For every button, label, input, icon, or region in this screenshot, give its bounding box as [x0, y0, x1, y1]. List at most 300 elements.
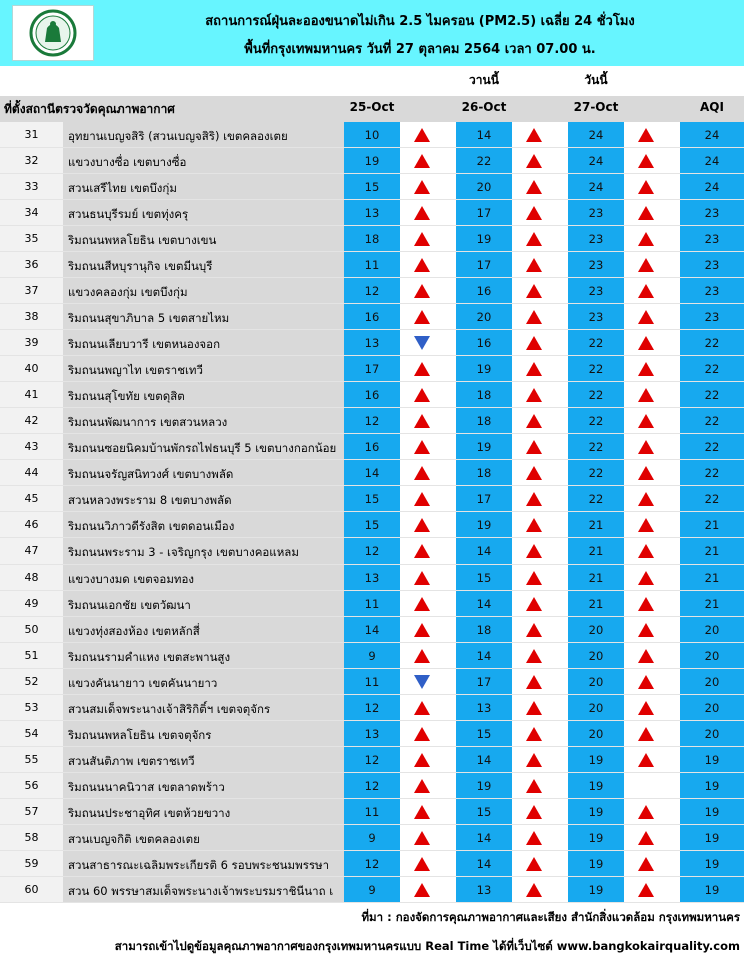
station-name: ริมถนนนาคนิวาส เขตลาดพร้าว — [68, 779, 225, 794]
pm25-value: 19 — [588, 804, 604, 819]
pm25-value: 15 — [476, 570, 492, 585]
row-number: 41 — [24, 388, 39, 402]
aqi-value: 20 — [704, 622, 720, 637]
pm25-value: 17 — [476, 492, 492, 507]
row-number: 55 — [24, 752, 39, 766]
station-name: สวนธนบุรีรมย์ เขตทุ่งครุ — [68, 207, 189, 222]
trend-up-icon — [414, 414, 430, 428]
pm25-value: 13 — [364, 570, 380, 585]
row-divider — [0, 798, 744, 799]
bma-logo — [12, 5, 94, 61]
station-name: ริมถนนพัฒนาการ เขตสวนหลวง — [68, 415, 228, 430]
trend-up-icon — [414, 753, 430, 767]
pm25-value: 21 — [588, 518, 604, 533]
row-divider — [0, 225, 744, 226]
station-name: ริมถนนเลียบวารี เขตหนองจอก — [68, 337, 221, 352]
pm25-value: 14 — [476, 648, 492, 663]
trend-up-icon — [638, 571, 654, 585]
trend-up-icon — [638, 649, 654, 663]
pm25-value: 13 — [364, 206, 380, 221]
aqi-value: 23 — [704, 232, 720, 247]
date3-column-header: 27-Oct — [573, 100, 619, 114]
trend-up-icon — [526, 571, 542, 585]
trend-up-icon — [526, 128, 542, 142]
trend-up-icon — [414, 466, 430, 480]
trend-up-icon — [638, 675, 654, 689]
row-number: 49 — [24, 596, 39, 610]
row-number: 54 — [24, 726, 39, 740]
trend-up-icon — [638, 206, 654, 220]
pm25-value: 19 — [364, 154, 380, 169]
row-divider — [0, 511, 744, 512]
pm25-value: 21 — [588, 570, 604, 585]
pm25-value: 19 — [588, 856, 604, 871]
trend-up-icon — [526, 310, 542, 324]
aqi-value: 20 — [704, 726, 720, 741]
station-name: ริมถนนสีหบุรานุกิจ เขตมีนบุรี — [68, 259, 213, 274]
row-number: 33 — [24, 180, 39, 194]
pm25-value: 22 — [588, 362, 604, 377]
trend-up-icon — [414, 232, 430, 246]
trend-up-icon — [526, 206, 542, 220]
pm25-value: 17 — [476, 258, 492, 273]
pm25-value: 18 — [476, 388, 492, 403]
station-name: แขวงบางซื่อ เขตบางซื่อ — [68, 155, 187, 170]
row-number: 50 — [24, 622, 39, 636]
trend-up-icon — [526, 597, 542, 611]
station-name: สวน 60 พรรษาสมเด็จพระนางเจ้าพระบรมราชินีนาถ เ — [68, 883, 334, 898]
trend-up-icon — [414, 883, 430, 897]
trend-up-icon — [638, 388, 654, 402]
aqi-value: 21 — [704, 518, 720, 533]
pm25-value: 21 — [588, 596, 604, 611]
trend-up-icon — [526, 857, 542, 871]
row-divider — [0, 668, 744, 669]
aqi-value: 23 — [704, 284, 720, 299]
trend-up-icon — [638, 857, 654, 871]
aqi-value: 22 — [704, 440, 720, 455]
trend-up-icon — [638, 518, 654, 532]
station-name: ริมถนนสุโขทัย เขตดุสิต — [68, 389, 185, 404]
station-name: ริมถนนพญาไท เขตราชเทวี — [68, 363, 203, 378]
row-number: 53 — [24, 700, 39, 714]
pm25-value: 16 — [364, 440, 380, 455]
pm25-value: 24 — [588, 180, 604, 195]
pm25-value: 12 — [364, 778, 380, 793]
trend-up-icon — [638, 753, 654, 767]
row-divider — [0, 173, 744, 174]
trend-up-icon — [638, 232, 654, 246]
station-name: แขวงบางมด เขตจอมทอง — [68, 571, 195, 586]
row-number: 37 — [24, 284, 39, 298]
station-name: อุทยานเบญจสิริ (สวนเบญจสิริ) เขตคลองเตย — [68, 129, 288, 143]
row-divider — [0, 407, 744, 408]
trend-up-icon — [638, 440, 654, 454]
table-header — [0, 96, 744, 122]
pm25-value: 10 — [364, 128, 380, 142]
pm25-value: 13 — [364, 336, 380, 351]
row-number: 32 — [24, 154, 39, 168]
row-number: 42 — [24, 414, 39, 428]
trend-up-icon — [526, 831, 542, 845]
trend-up-icon — [526, 649, 542, 663]
station-name: ริมถนนวิภาวดีรังสิต เขตดอนเมือง — [68, 519, 235, 534]
aqi-value: 22 — [704, 336, 720, 351]
row-divider — [0, 537, 744, 538]
pm25-value: 15 — [476, 804, 492, 819]
pm25-value: 12 — [364, 544, 380, 559]
pm25-value: 19 — [588, 882, 604, 897]
row-divider — [0, 433, 744, 434]
trend-up-icon — [526, 675, 542, 689]
row-divider — [0, 902, 744, 903]
aqi-value: 22 — [704, 466, 720, 481]
pm25-value: 19 — [476, 778, 492, 793]
aqi-value: 22 — [704, 414, 720, 429]
pm25-value: 16 — [364, 310, 380, 325]
row-divider — [0, 147, 744, 148]
trend-up-icon — [414, 623, 430, 637]
trend-up-icon — [638, 258, 654, 272]
trend-up-icon — [526, 388, 542, 402]
trend-up-icon — [414, 727, 430, 741]
aqi-value: 19 — [704, 804, 720, 819]
row-divider — [0, 772, 744, 773]
trend-up-icon — [414, 492, 430, 506]
trend-up-icon — [638, 180, 654, 194]
trend-up-icon — [526, 727, 542, 741]
trend-up-icon — [638, 336, 654, 350]
trend-down-icon — [414, 336, 430, 350]
row-number: 38 — [24, 310, 39, 324]
row-divider — [0, 642, 744, 643]
row-divider — [0, 720, 744, 721]
pm25-value: 22 — [588, 440, 604, 455]
pm25-value: 19 — [476, 440, 492, 455]
station-name: ริมถนนประชาอุทิศ เขตห้วยขวาง — [68, 805, 231, 820]
row-number: 45 — [24, 492, 39, 506]
trend-down-icon — [414, 675, 430, 689]
station-name: ริมถนนรามคำแหง เขตสะพานสูง — [68, 649, 231, 664]
aqi-value: 22 — [704, 362, 720, 377]
pm25-value: 14 — [476, 596, 492, 611]
row-divider — [0, 746, 744, 747]
trend-up-icon — [414, 779, 430, 793]
aqi-value: 22 — [704, 492, 720, 507]
trend-up-icon — [414, 362, 430, 376]
aqi-value: 21 — [704, 544, 720, 559]
pm25-value: 16 — [476, 336, 492, 351]
pm25-value: 18 — [364, 232, 380, 247]
pm25-value: 15 — [364, 492, 380, 507]
trend-up-icon — [638, 805, 654, 819]
pm25-value: 20 — [588, 648, 604, 663]
pm25-value: 19 — [476, 362, 492, 377]
trend-up-icon — [526, 805, 542, 819]
aqi-value: 24 — [704, 180, 720, 195]
pm25-value: 19 — [588, 778, 604, 793]
pm25-value: 12 — [364, 856, 380, 871]
pm25-value: 12 — [364, 414, 380, 429]
trend-up-icon — [526, 701, 542, 715]
trend-up-icon — [638, 284, 654, 298]
row-divider — [0, 850, 744, 851]
pm25-value: 23 — [588, 258, 604, 273]
row-number: 56 — [24, 778, 39, 792]
pm25-value: 24 — [588, 154, 604, 169]
trend-up-icon — [638, 883, 654, 897]
trend-up-icon — [526, 440, 542, 454]
row-number: 48 — [24, 570, 39, 584]
station-name: สวนเบญจกิติ เขตคลองเตย — [68, 831, 200, 846]
page-title: สถานการณ์ฝุ่นละอองขนาดไม่เกิน 2.5 ไมครอน (PM2.5) เฉลี่ย 24 ชั่วโมง — [205, 14, 635, 29]
trend-up-icon — [414, 518, 430, 532]
pm25-value: 18 — [476, 466, 492, 481]
row-number: 51 — [24, 648, 39, 662]
station-name: สวนสันติภาพ เขตราชเทวี — [68, 753, 195, 768]
date1-column-header: 25-Oct — [349, 100, 395, 114]
row-divider — [0, 564, 744, 565]
pm25-value: 20 — [588, 700, 604, 715]
pm25-value: 12 — [364, 700, 380, 715]
row-number: 59 — [24, 856, 39, 870]
pm25-value: 18 — [476, 622, 492, 637]
station-name: สวนเสรีไทย เขตบึงกุ่ม — [68, 181, 177, 196]
pm25-value: 16 — [364, 388, 380, 403]
row-number: 44 — [24, 466, 39, 480]
pm25-value: 12 — [364, 284, 380, 299]
trend-up-icon — [638, 701, 654, 715]
trend-up-icon — [414, 544, 430, 558]
aqi-value: 19 — [704, 830, 720, 845]
trend-up-icon — [638, 544, 654, 558]
station-name: ริมถนนซอยนิคมบ้านพักรถไฟธนบุรี 5 เขตบางกอกน้อย — [68, 441, 337, 456]
aqi-value: 19 — [704, 752, 720, 767]
pm25-value: 12 — [364, 752, 380, 767]
row-divider — [0, 199, 744, 200]
station-name: แขวงคลองกุ่ม เขตบึงกุ่ม — [68, 285, 188, 300]
trend-up-icon — [414, 701, 430, 715]
trend-up-icon — [526, 284, 542, 298]
trend-up-icon — [414, 180, 430, 194]
row-divider — [0, 251, 744, 252]
row-divider — [0, 355, 744, 356]
station-name: สวนหลวงพระราม 8 เขตบางพลัด — [68, 493, 232, 508]
pm25-value: 14 — [364, 622, 380, 637]
station-name: แขวงทุ่งสองห้อง เขตหลักสี่ — [68, 623, 200, 638]
pm25-value: 13 — [476, 882, 492, 897]
trend-up-icon — [638, 310, 654, 324]
trend-up-icon — [638, 727, 654, 741]
trend-up-icon — [638, 831, 654, 845]
aqi-value: 19 — [704, 778, 720, 793]
pm25-value: 24 — [588, 128, 604, 142]
page-subtitle: พื้นที่กรุงเทพมหานคร วันที่ 27 ตุลาคม 2564 เวลา 07.00 น. — [244, 42, 596, 57]
aqi-value: 21 — [704, 570, 720, 585]
pm25-value: 15 — [476, 726, 492, 741]
website-note: สามารถเข้าไปดูข้อมูลคุณภาพอากาศของกรุงเทพมหานครแบบ Real Time ได้ที่เว็บไซต์ www.bangkokairquality.com — [114, 939, 740, 953]
row-number: 52 — [24, 674, 39, 688]
pm25-value: 19 — [588, 830, 604, 845]
trend-up-icon — [526, 492, 542, 506]
pm25-value: 15 — [364, 518, 380, 533]
date2-column-header: 26-Oct — [461, 100, 507, 114]
pm25-value: 22 — [588, 414, 604, 429]
source-note: ที่มา : กองจัดการคุณภาพอากาศและเสียง สำนักสิ่งแวดล้อม กรุงเทพมหานคร — [361, 910, 740, 924]
trend-up-icon — [526, 518, 542, 532]
pm25-value: 11 — [364, 804, 380, 819]
station-name: ริมถนนจรัญสนิทวงศ์ เขตบางพลัด — [68, 467, 234, 482]
row-divider — [0, 876, 744, 877]
station-column-header: ที่ตั้งสถานีตรวจวัดคุณภาพอากาศ — [4, 102, 175, 116]
yesterday-label: วานนี้ — [469, 73, 499, 87]
station-name: ริมถนนพหลโยธิน เขตจตุจักร — [68, 727, 212, 742]
row-number: 46 — [24, 518, 39, 532]
trend-up-icon — [414, 805, 430, 819]
pm25-value: 18 — [476, 414, 492, 429]
trend-up-icon — [638, 414, 654, 428]
aqi-column-header: AQI — [700, 100, 724, 114]
row-divider — [0, 303, 744, 304]
pm25-value: 21 — [588, 544, 604, 559]
row-divider — [0, 277, 744, 278]
pm25-value: 22 — [588, 492, 604, 507]
row-number: 57 — [24, 804, 39, 818]
aqi-value: 19 — [704, 882, 720, 897]
pm25-value: 9 — [368, 882, 376, 897]
pm25-value: 19 — [476, 518, 492, 533]
pm25-value: 13 — [364, 726, 380, 741]
trend-up-icon — [414, 571, 430, 585]
trend-up-icon — [638, 597, 654, 611]
pm25-value: 16 — [476, 284, 492, 299]
trend-up-icon — [526, 779, 542, 793]
station-name: สวนสาธารณะเฉลิมพระเกียรติ 6 รอบพระชนมพรรษา — [68, 857, 330, 872]
trend-up-icon — [414, 388, 430, 402]
pm25-value: 20 — [476, 180, 492, 195]
aqi-value: 20 — [704, 700, 720, 715]
trend-up-icon — [414, 284, 430, 298]
station-name: ริมถนนเอกชัย เขตวัฒนา — [68, 597, 191, 612]
aqi-value: 23 — [704, 258, 720, 273]
aqi-value: 22 — [704, 388, 720, 403]
trend-up-icon — [414, 831, 430, 845]
trend-up-icon — [526, 466, 542, 480]
pm25-value: 17 — [476, 206, 492, 221]
trend-up-icon — [526, 753, 542, 767]
page-header — [0, 0, 744, 66]
trend-up-icon — [414, 597, 430, 611]
pm25-value: 17 — [364, 362, 380, 377]
pm25-value: 20 — [588, 622, 604, 637]
row-number: 58 — [24, 830, 39, 844]
pm25-value: 13 — [476, 700, 492, 715]
aqi-value: 24 — [704, 128, 720, 142]
station-name: ริมถนนพหลโยธิน เขตบางเขน — [68, 233, 217, 248]
station-name: ริมถนนสุขาภิบาล 5 เขตสายไหม — [68, 311, 230, 326]
trend-up-icon — [414, 154, 430, 168]
trend-up-icon — [526, 154, 542, 168]
pm25-value: 23 — [588, 284, 604, 299]
trend-up-icon — [638, 466, 654, 480]
pm25-value: 14 — [476, 544, 492, 559]
bma-seal-icon — [13, 6, 93, 60]
pm25-value: 20 — [476, 310, 492, 325]
trend-up-icon — [638, 362, 654, 376]
trend-up-icon — [638, 128, 654, 142]
trend-up-icon — [414, 857, 430, 871]
pm25-value: 14 — [476, 830, 492, 845]
pm25-value: 11 — [364, 596, 380, 611]
row-number: 60 — [24, 882, 39, 896]
pm25-value: 17 — [476, 674, 492, 689]
row-divider — [0, 694, 744, 695]
pm25-value: 14 — [476, 752, 492, 767]
trend-up-icon — [526, 544, 542, 558]
pm25-value: 20 — [588, 726, 604, 741]
trend-up-icon — [414, 649, 430, 663]
aqi-value: 23 — [704, 206, 720, 221]
row-number: 35 — [24, 232, 39, 246]
trend-up-icon — [638, 623, 654, 637]
row-number: 34 — [24, 206, 39, 220]
trend-up-icon — [526, 623, 542, 637]
station-name: สวนสมเด็จพระนางเจ้าสิริกิติ์ฯ เขตจตุจักร — [68, 701, 271, 716]
row-number: 40 — [24, 362, 39, 376]
row-number: 36 — [24, 258, 39, 272]
pm25-value: 9 — [368, 830, 376, 845]
aqi-value: 20 — [704, 674, 720, 689]
trend-up-icon — [526, 258, 542, 272]
today-label: วันนี้ — [584, 73, 608, 87]
pm25-value: 22 — [476, 154, 492, 169]
pm25-value: 9 — [368, 648, 376, 663]
trend-up-icon — [526, 180, 542, 194]
pm25-value: 20 — [588, 674, 604, 689]
aqi-value: 20 — [704, 648, 720, 663]
aqi-value: 23 — [704, 310, 720, 325]
pm25-value: 19 — [476, 232, 492, 247]
pm25-value: 23 — [588, 310, 604, 325]
station-name: แขวงคันนายาว เขตคันนายาว — [68, 675, 218, 690]
row-divider — [0, 381, 744, 382]
pm25-value: 14 — [476, 856, 492, 871]
trend-up-icon — [526, 362, 542, 376]
pm25-value: 22 — [588, 336, 604, 351]
row-number: 47 — [24, 544, 39, 558]
trend-up-icon — [414, 206, 430, 220]
aqi-value: 21 — [704, 596, 720, 611]
row-divider — [0, 485, 744, 486]
pm25-value: 23 — [588, 206, 604, 221]
row-number: 31 — [24, 128, 39, 141]
row-divider — [0, 616, 744, 617]
trend-up-icon — [526, 232, 542, 246]
pm25-value: 22 — [588, 388, 604, 403]
row-number: 39 — [24, 336, 39, 350]
aqi-value: 24 — [704, 154, 720, 169]
trend-up-icon — [638, 154, 654, 168]
row-divider — [0, 459, 744, 460]
row-divider — [0, 590, 744, 591]
pm25-value: 22 — [588, 466, 604, 481]
pm25-value: 14 — [476, 128, 492, 142]
trend-up-icon — [414, 128, 430, 142]
trend-up-icon — [526, 883, 542, 897]
trend-up-icon — [414, 310, 430, 324]
pm25-value: 11 — [364, 258, 380, 273]
trend-up-icon — [526, 414, 542, 428]
